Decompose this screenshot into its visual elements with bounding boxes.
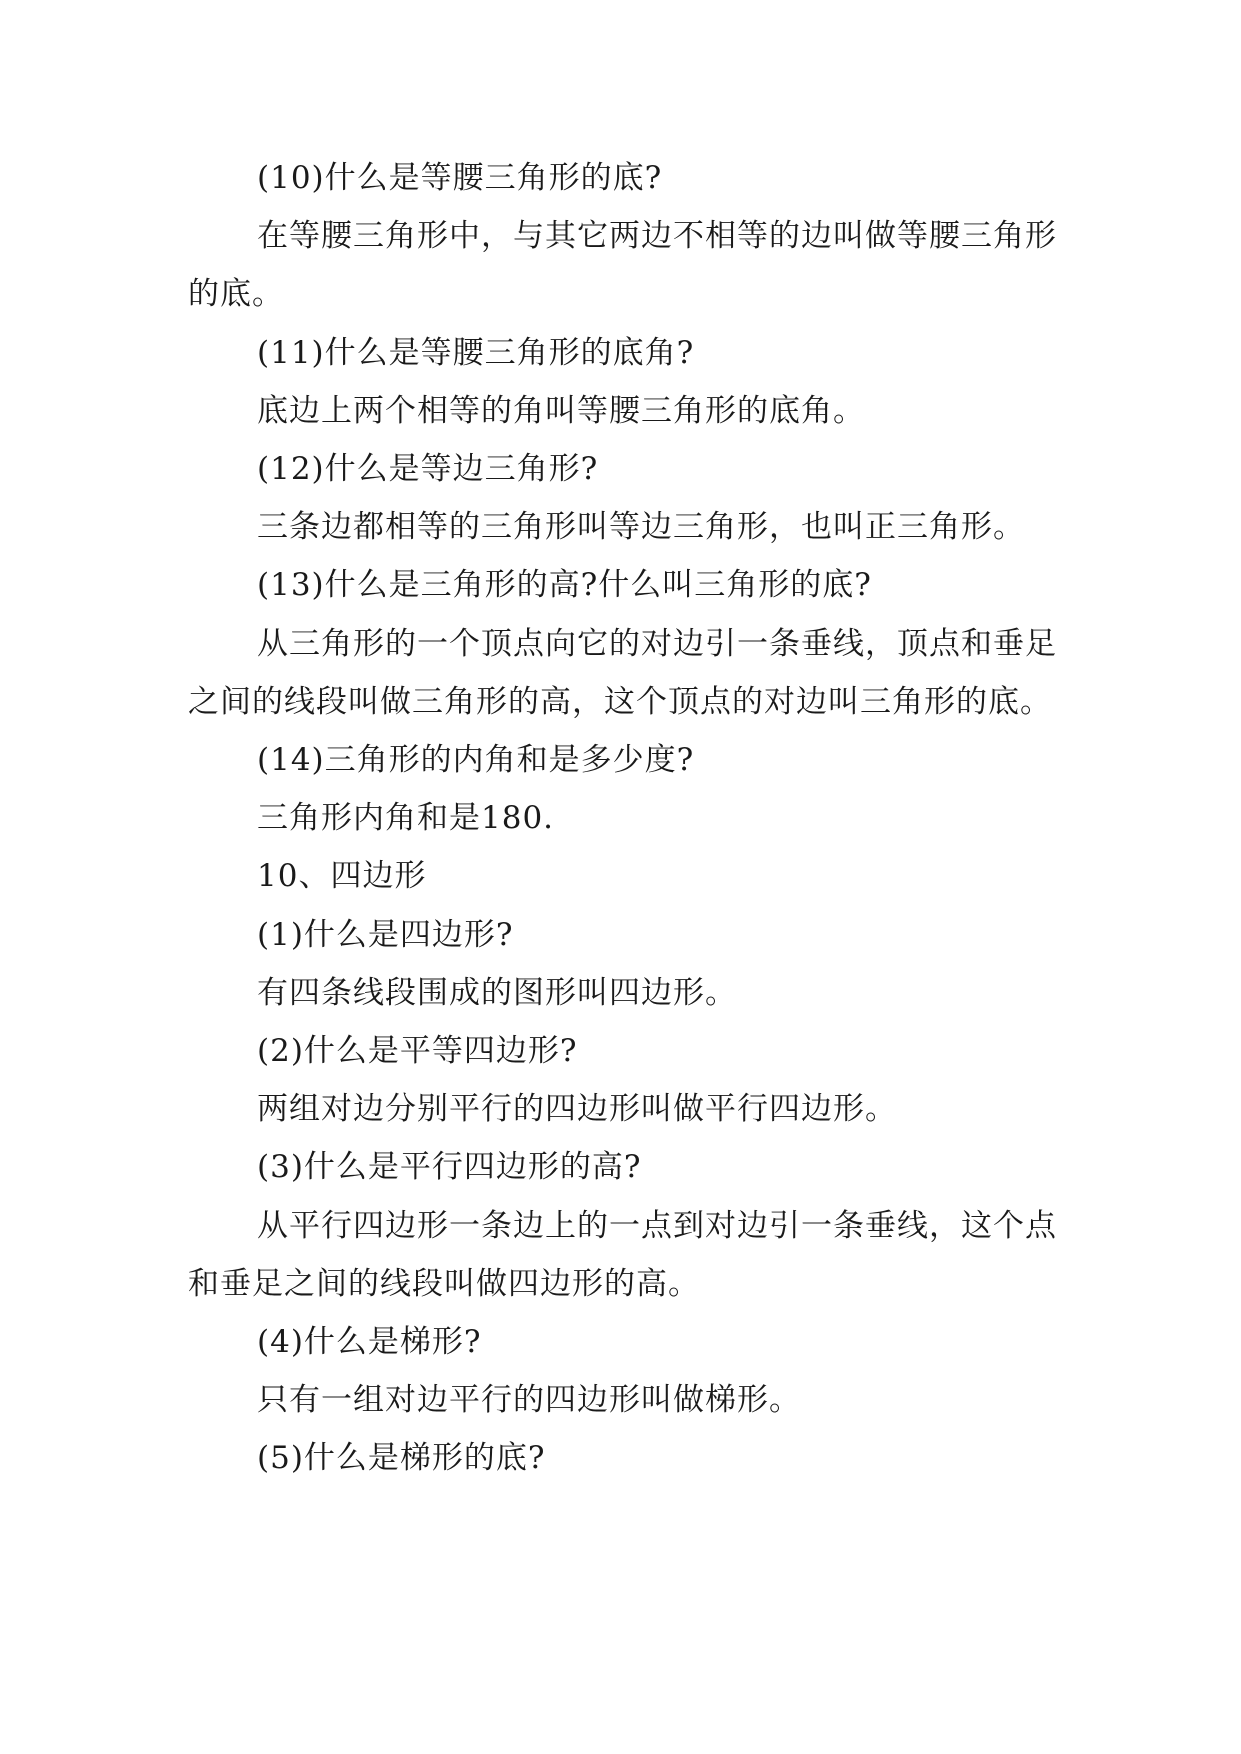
answer-2: 两组对边分别平行的四边形叫做平行四边形。 [257,1091,897,1128]
answer-4: 只有一组对边平行的四边形叫做梯形。 [257,1382,801,1419]
answer-11: 底边上两个相等的角叫等腰三角形的底角。 [257,392,865,429]
question-11: (11)什么是等腰三角形的底角? [257,334,695,371]
question-4: (4)什么是梯形? [257,1324,482,1361]
section-heading: 10、四边形 [257,858,427,895]
answer-1: 有四条线段围成的图形叫四边形。 [257,974,737,1011]
question-14: (14)三角形的内角和是多少度? [257,742,695,779]
answer-3: 从平行四边形一条边上的一点到对边引一条垂线，这个点和垂足之间的线段叫做四边形的高。 [188,1207,1057,1302]
question-13: (13)什么是三角形的高?什么叫三角形的底? [257,567,872,604]
question-3: (3)什么是平行四边形的高? [257,1149,642,1186]
question-1: (1)什么是四边形? [257,916,514,953]
question-5: (5)什么是梯形的底? [257,1440,546,1477]
answer-13: 从三角形的一个顶点向它的对边引一条垂线，顶点和垂足之间的线段叫做三角形的高，这个顶点的对边叫三角形的底。 [188,625,1057,720]
answer-12: 三条边都相等的三角形叫等边三角形，也叫正三角形。 [257,509,1025,546]
question-2: (2)什么是平等四边形? [257,1033,578,1070]
answer-14: 三角形内角和是180. [257,800,555,837]
document-body [188,149,1068,1488]
question-10: (10)什么是等腰三角形的底? [257,160,663,196]
answer-10: 在等腰三角形中，与其它两边不相等的边叫做等腰三角形的底。 [188,218,1057,313]
question-12: (12)什么是等边三角形? [257,451,599,488]
